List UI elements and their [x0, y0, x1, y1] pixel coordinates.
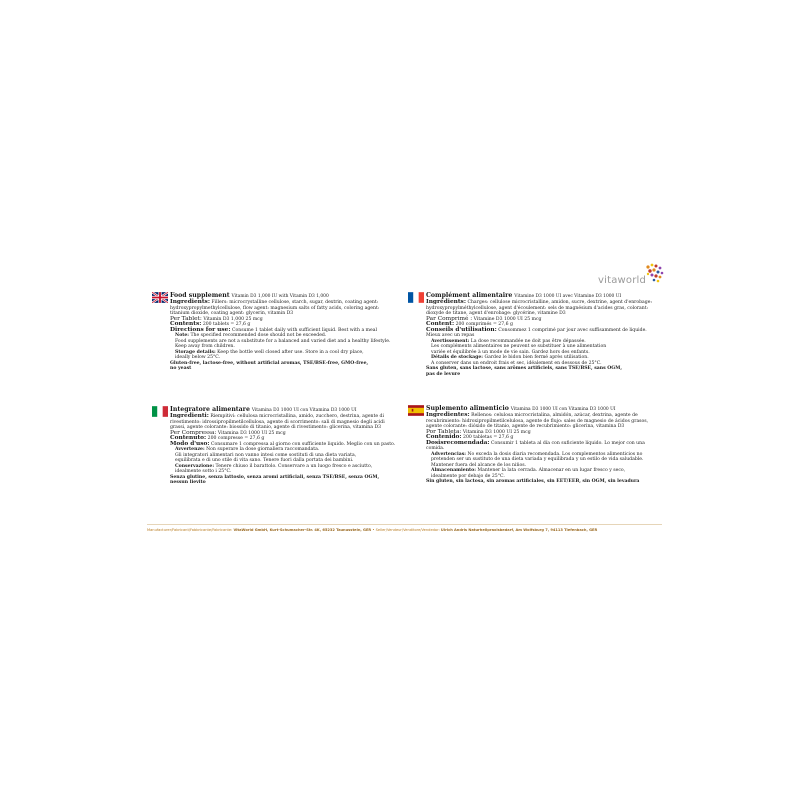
directions-text-2: comida. — [426, 446, 445, 451]
ingredients-label: Ingrédients: — [426, 299, 466, 305]
storage-label: Détails de stockage: — [431, 355, 483, 360]
storage-text-2: A conserver dans un endroit frais et sec, idéalement en dessous de 25°C. — [431, 360, 602, 366]
directions-text: Consumare 1 compressa al giorno con sufficiente liquido. Meglio con un pasto. — [211, 441, 396, 447]
panel-subtitle: Vitamina D3 1000 UI con Vitamina D3 1000 UI — [510, 407, 616, 412]
note-text-3: Keep away from children. — [175, 344, 235, 349]
note-text-2: pretenden ser un sustituto de una dieta variada y equilibrada y un estilo de vida saludable. — [431, 457, 644, 462]
directions-text-2: Mieux avec un repas — [426, 333, 475, 338]
storage-label: Storage details: — [175, 349, 216, 355]
note-text-3: Mantener fuera del alcance de los niños. — [431, 462, 527, 468]
panel-spanish — [408, 405, 653, 485]
per-tablet-label: Por Tableta: — [426, 428, 462, 435]
note-text: The specified recommended dose should not be exceeded. — [190, 333, 327, 338]
note-text-2: Food supplements are not a substitute for a balanced and varied diet and a healthy lifestyle. — [175, 338, 391, 344]
contents-label: Content: — [426, 321, 455, 327]
brand-name: vitaworld — [598, 275, 647, 286]
panel-title: Integratore alimentare — [170, 406, 250, 413]
note-label: Advertencias: — [431, 451, 466, 457]
per-tablet-label: Per Compressa: — [170, 429, 217, 436]
panel-english — [152, 292, 397, 372]
seller-label: • Seller/Vendeur/Venditore/Vendedor: — [372, 528, 440, 532]
free-from-text-2: no yeast — [170, 366, 192, 371]
note-text: No exceda la dosis diaria recomendada. Los complementos alimenticios no — [467, 451, 643, 457]
storage-label: Conservazione: — [175, 463, 215, 469]
per-tablet-label: Par Comprimé : — [426, 315, 473, 322]
manufacturer-address: VitaWorld GmbH, Kurt-Schumacher-Str. 4K, 65232 Taunusstein, GER — [233, 528, 372, 532]
ingredients-label: Ingredients: — [170, 299, 210, 305]
storage-label: Almacenamiento: — [431, 468, 476, 473]
ingredients-text: Fillers: microcrystalline cellulose, starch, sugar, dextrin, coating agent: hydroxypropylmethylcellulose, flow agent: magnesium salts of fatty acids, coloring agent: titanium dioxide, coating agent: glycerin, vitamin D3 — [170, 300, 380, 316]
directions-label: Dosisrecomendada: — [426, 439, 490, 446]
storage-text-2: ideally below 25°C. — [175, 355, 221, 360]
manufacturer-footer — [147, 524, 662, 532]
storage-text-2: idealmente sotto i 25°C. — [175, 469, 232, 474]
per-tablet-text: Vitamina D3 1000 UI 25 mcg — [462, 429, 531, 435]
manufacturer-label: Manufacturer/Fabricant/Fabbricante/Fabricante: — [147, 528, 233, 532]
note-label: Note: — [175, 333, 190, 338]
ingredients-label: Ingredientes: — [426, 412, 470, 418]
logo-dots-icon — [642, 262, 666, 288]
storage-text-2: idealmente por debajo de 25°C. — [431, 473, 505, 479]
ingredients-text: Riempitivi: cellulosa microcristallina, amido, zucchero, destrina, agente di rivestimento: idrossipropilmetilcellulosa, agente di scorrimento: sali di magnesio degli acidi grassi, agente colorante: biossido di titanio, agente di rivestimento: glicerina, vitamina D3 — [170, 414, 385, 430]
contents-label: Contenuto: — [170, 435, 207, 441]
storage-text: Keep the bottle well closed after use. Store in a cool dry place, — [217, 349, 364, 355]
contents-text: 200 compresse = 27,6 g — [207, 436, 265, 441]
panel-subtitle: Vitamina D3 1000 UI con Vitamina D3 1000 UI — [251, 408, 357, 413]
contents-text: 200 tablets = 27,6 g — [202, 322, 251, 327]
free-from-text: Sin gluten, sin lactosa, sin aromas artificiales, sin EET/EEB, sin OGM, sin levadura — [426, 479, 640, 484]
note-text-3: variée et équilibrée à un mode de vie sain. Gardez hors des enfants. — [431, 349, 590, 355]
panel-french — [408, 292, 653, 377]
seller-address: Ulrich Andris Naturheilpraxisbedarf, Am Wolfsburg 7, 94113 Tiefenbach, GER — [440, 528, 598, 532]
contents-text: 200 comprimés = 27,6 g — [455, 322, 513, 327]
directions-text: Consumir 1 tableta al día con suficiente líquido. Lo mejor con una — [491, 440, 645, 446]
per-tablet-label: Per Tablet: — [170, 315, 202, 322]
note-text: La dose recommandée ne doit pas être dépassée. — [470, 338, 586, 344]
directions-label: Directions for use: — [170, 326, 231, 333]
vitaworld-logo — [598, 262, 666, 292]
note-text-2: Gli integratori alimentari non vanno intesi come sostituti di una dieta variata, — [175, 452, 357, 458]
spain-flag-icon — [408, 405, 424, 416]
panel-italian — [152, 406, 397, 486]
panel-subtitle: Vitamine D3 1000 UI avec Vitamine D3 1000 UI — [514, 294, 622, 299]
note-label: Avvertenze: — [175, 447, 205, 452]
storage-text: Mantener la lata cerrada. Almacenar en un lugar fresco y seco, — [477, 468, 626, 473]
uk-flag-icon — [152, 292, 168, 303]
panel-title: Suplemento alimenticio — [426, 405, 509, 412]
italy-flag-icon — [152, 406, 168, 417]
free-from-text: Senza glutine, senza lattosio, senza aromi artificiali, senza TSE/BSE, senza OGM, — [170, 474, 380, 480]
directions-label: Modo d'uso: — [170, 440, 210, 447]
free-from-text-2: pas de levure — [426, 371, 461, 377]
note-text: Non superare la dose giornaliera raccomandata. — [206, 447, 320, 452]
directions-label: Conseils d'utilisation: — [426, 326, 497, 333]
storage-text: Gardez le bidon bien fermé après utilisation. — [484, 355, 589, 360]
contents-label: Contents: — [170, 321, 202, 327]
free-from-text-2: nessun lievito — [170, 480, 206, 485]
per-tablet-text: Vitamine D3 1000 UI 25 mcg — [473, 316, 542, 322]
contents-label: Contenido: — [426, 434, 462, 440]
ingredients-label: Ingredienti: — [170, 413, 209, 419]
storage-text: Tenere chiuso il barattolo. Conservare a un luogo fresco e asciutto, — [215, 463, 373, 469]
note-label: Avertissement: — [431, 338, 470, 344]
note-text-2: Les compléments alimentaires ne peuvent se substituer à une alimentation — [431, 344, 607, 349]
ingredients-text: Charges: cellulose microcristalline, amidon, sucre, dextrine, agent d'enrobage: hydroxypropylméthylcellulose, agent d'écoulement: sels de magnésium d'acides gras, colorant: dioxyde de titane, agent d'enrobage: glycérine, vitamine D3 — [426, 300, 652, 316]
per-tablet-text: Vitamin D3 1,000 25 mcg — [203, 316, 263, 322]
free-from-text: Sans gluten, sans lactose, sans arômes artificiels, sans TSE/BSE, sans OGM, — [426, 366, 622, 371]
panel-title: Food supplement — [170, 292, 230, 299]
france-flag-icon — [408, 292, 424, 303]
per-tablet-text: Vitamina D3 1000 UI 25 mcg — [217, 430, 286, 436]
panel-title: Complément alimentaire — [426, 292, 513, 299]
directions-text: Consommez 1 comprimé par jour avec suffisamment de liquide. — [498, 327, 647, 333]
free-from-text: Gluten-free, lactose-free, without artificial aromas, TSE/BSE-free, GMO-free, — [170, 360, 369, 366]
directions-text: Consume 1 tablet daily with sufficient liquid. Best with a meal — [231, 327, 377, 333]
panel-subtitle: Vitamin D3 1,000 IU with Vitamin D3 1,000 — [231, 294, 329, 299]
note-text-3: equilibrata e di uno stile di vita sano. Tenere fuori dalla portata dei bambini. — [175, 458, 354, 463]
contents-text: 200 tabletas = 27,6 g — [463, 435, 514, 440]
ingredients-text: Rellenos: celulosa microcristalina, almidón, azúcar, dextrina, agente de recubrimiento: hidroxipropilmetilcelulosa, agente de flujo: sales de magnesio de ácidos grasos, agente colorante: dióxido de titanio, agente de recubrimiento: glicerina, vitamina D3 — [426, 413, 649, 429]
